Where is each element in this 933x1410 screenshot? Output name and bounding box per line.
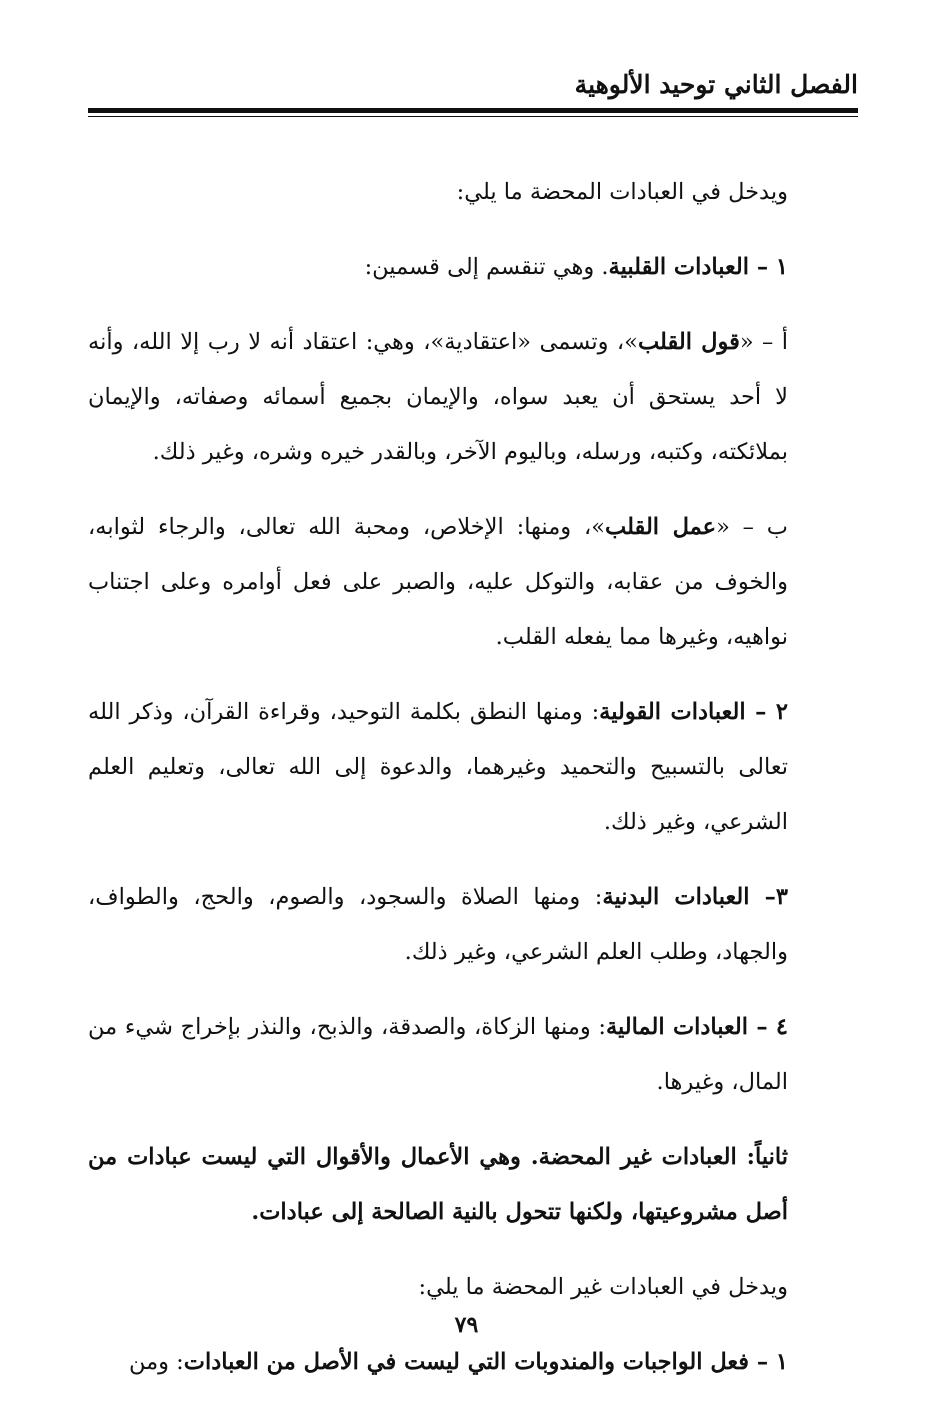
section-4-text: : ومنها الزكاة، والصدقة، والذبح، والنذر بإخراج شيء من المال، وغيرها. xyxy=(88,1014,788,1095)
header-rule-thin xyxy=(88,116,858,117)
subsection-a xyxy=(88,315,858,480)
section-1-rest: . وهي تنقسم إلى قسمين: xyxy=(364,254,609,280)
nonpure-section-1 xyxy=(88,1335,858,1390)
section-4-title: العبادات المالية xyxy=(605,1014,749,1040)
section-3-number: ٣– xyxy=(749,884,788,910)
section-3-title: العبادات البدنية xyxy=(602,884,750,910)
chapter-title: الفصل الثاني توحيد الألوهية xyxy=(574,70,858,99)
section-4-number: ٤ – xyxy=(748,1014,788,1040)
subsection-b xyxy=(88,500,858,665)
section-2-title: العبادات القولية xyxy=(599,699,746,725)
subsection-b-text: »، ومنها: الإخلاص، ومحبة الله تعالى، والرجاء لثوابه، والخوف من عقابه، والتوكل عليه، والصبر على فعل أوامره وعلى اجتناب نواهيه، وغيرها مما يفعله القلب. xyxy=(88,514,788,650)
subsection-b-title: عمل القلب xyxy=(605,514,717,540)
section-2-text: : ومنها النطق بكلمة التوحيد، وقراءة القرآن، وذكر الله تعالى بالتسبيح والتحميد وغيرهما، والدعوة إلى الله تعالى، وتعليم العلم الشرعي، وغير ذلك. xyxy=(88,699,788,835)
nonpure-1-number: ١ – xyxy=(748,1349,788,1375)
subsection-a-title: قول القلب xyxy=(637,329,740,355)
header-rule-thick xyxy=(88,108,858,113)
section-1-heading xyxy=(88,240,858,295)
section-1-number: ١ – xyxy=(748,254,788,280)
subsection-b-prefix: ب – « xyxy=(716,514,788,540)
section-3-text: : ومنها الصلاة والسجود، والصوم، والحج، والطواف، والجهاد، وطلب العلم الشرعي، وغير ذلك. xyxy=(88,884,788,965)
running-header xyxy=(88,62,858,118)
subsection-a-prefix: أ – « xyxy=(739,329,788,355)
section-3 xyxy=(88,870,858,980)
intro-pure-worship: ويدخل في العبادات المحضة ما يلي: xyxy=(456,179,788,205)
section-2-number: ٢ – xyxy=(745,699,789,725)
page-number: ٧٩ xyxy=(454,1312,479,1338)
section-4 xyxy=(88,1000,858,1110)
page-body xyxy=(88,165,858,1410)
subsection-a-text: »، وتسمى «اعتقادية»، وهي: اعتقاد أنه لا رب إلا الله، وأنه لا أحد يستحق أن يعبد سواه، والإيمان بجميع أسمائه وصفاته، والإيمان بملائكته، وكتبه، ورسله، وباليوم الآخر، وبالقدر خيره وشره، وغير ذلك. xyxy=(88,329,788,465)
intro-nonpure-worship: ويدخل في العبادات غير المحضة ما يلي: xyxy=(418,1274,788,1300)
section-2 xyxy=(88,685,858,850)
second-category-paragraph: ثانياً: العبادات غير المحضة. وهي الأعمال والأقوال التي ليست عبادات من أصل مشروعيتها، ولكنها تتحول بالنية الصالحة إلى عبادات. xyxy=(88,1144,788,1225)
nonpure-1-text: : ومن xyxy=(128,1349,184,1375)
section-1-title: العبادات القلبية xyxy=(608,254,749,280)
nonpure-1-title: فعل الواجبات والمندوبات التي ليست في الأصل من العبادات xyxy=(183,1349,749,1375)
